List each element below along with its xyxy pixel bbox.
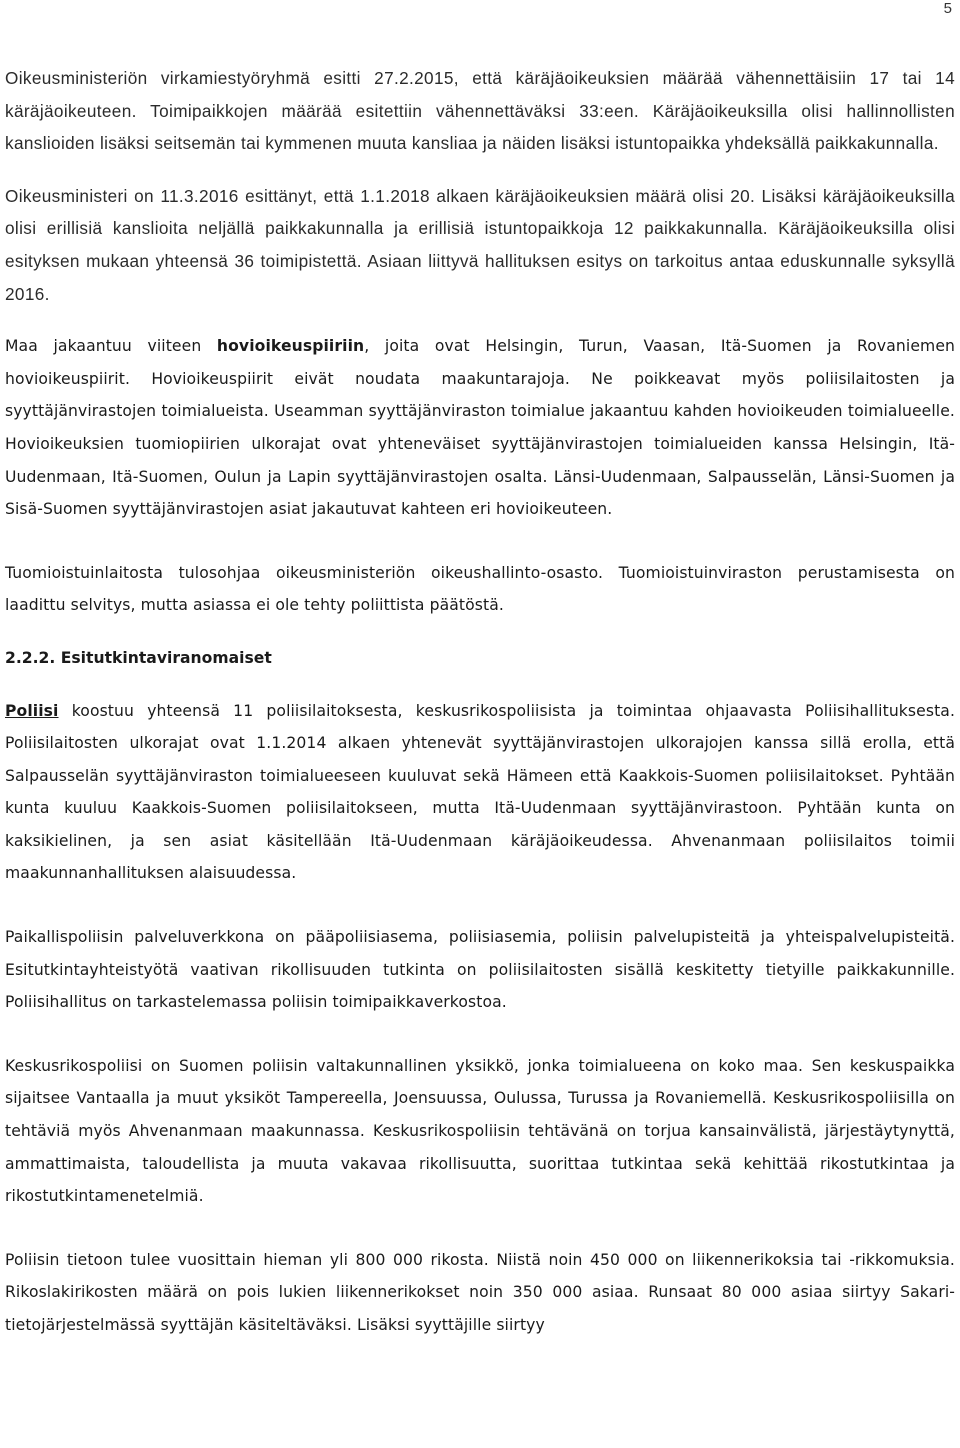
paragraph-court-districts-rest: , joita ovat Helsingin, Turun, Vaasan, Itä-Suomen ja Rovaniemen hovioikeuspiirit. Hovioikeuspiirit eivät noudata maakuntarajoja. Ne poikkeavat myös poliisilaitosten ja syyttäjänvirastojen toimialueista. Useamman syyttäjänviraston toimialue jakaantuu kahden hovioikeuden toimialueelle. Hovioikeuksien tuomiopiirien ulkorajat ovat yhteneväiset syyttäjänvirastojen toimialueiden kanssa Helsingin, Itä-Uudenmaan, Itä-Suomen, Oulun ja Lapin syyttäjänvirastojen osalta. Länsi-Uudenmaan, Salpausselän, Länsi-Suomen ja Sisä-Suomen syyttäjänvirastojen asiat jakautuvat kahteen eri hovioikeuteen. <box>5 337 955 519</box>
paragraph-local-police: Paikallispoliisin palveluverkkona on pääpoliisiasema, poliisiasemia, poliisin palvelupisteitä ja yhteispalvelupisteitä. Esitutkintayhteistyötä vaativan rikollisuuden tutkinta on poliisilaitosten sisällä keskitetty tietyille paikkakunnille. Poliisihallitus on tarkastelemassa poliisin toimipaikkaverkostoa. <box>5 928 955 1012</box>
paragraph-crime-statistics: Poliisin tietoon tulee vuosittain hieman yli 800 000 rikosta. Niistä noin 450 000 on liikennerikoksia tai -rikkomuksia. Rikoslakirikosten määrä on pois lukien liikennerikokset noin 350 000 asiaa. Runsaat 80 000 asiaa siirtyy Sakari-tietojärjestelmässä syyttäjän käsiteltäväksi. Lisäksi syyttäjille siirtyy <box>5 1250 955 1334</box>
paragraph-minister-proposal: Oikeusministeri on 11.3.2016 esittänyt, että 1.1.2018 alkaen käräjäoikeuksien määrä olisi 20. Lisäksi käräjäoikeuksilla olisi erillisiä kanslioita neljällä paikkakunnalla ja erillisiä istuntopaikkoja 12 paikkakunnalla. Käräjäoikeuksilla olisi esityksen mukaan yhteensä 36 toimipistettä. Asiaan liittyvä hallituksen esitys on tarkoitus antaa eduskunnalle syksyllä 2016. <box>5 185 955 304</box>
term-poliisi-text: Poliisi <box>5 701 59 720</box>
paragraph-court-districts <box>5 330 955 526</box>
section-heading: 2.2.2. Esitutkintaviranomaiset <box>5 648 272 667</box>
paragraph-court-administration: Tuomioistuinlaitosta tulosohjaa oikeusministeriön oikeushallinto-osasto. Tuomioistuinviraston perustamisesta on laadittu selvitys, mutta asiassa ei ole tehty poliittista päätöstä. <box>5 563 955 615</box>
paragraph-police-rest: koostuu yhteensä 11 poliisilaitoksesta, keskusrikospoliisista ja toimintaa ohjaavasta Poliisihallituksesta. Poliisilaitosten ulkorajat ovat 1.1.2014 alkaen yhtenevät syyttäjänvirastojen ulkorajojen kanssa sillä erolla, että Salpausselän syyttäjänviraston toimialueeseen kuuluvat sekä Hämeen että Kaakkois-Suomen poliisilaitokset. Pyhtään kunta kuuluu Kaakkois-Suomen poliisilaitokseen, mutta Itä-Uudenmaan syyttäjänvirastoon. Pyhtään kunta on kaksikielinen, ja sen asiat käsitellään Itä-Uudenmaan käräjäoikeudessa. Ahvenanmaan poliisilaitos toimii maakunnanhallituksen alaisuudessa. <box>5 701 955 883</box>
term-poliisi <box>5 702 59 720</box>
document-body <box>5 62 955 1342</box>
paragraph-working-group: Oikeusministeriön virkamiestyöryhmä esitti 27.2.2015, että käräjäoikeuksien määrää vähennettäisiin 17 tai 14 käräjäoikeuteen. Toimipaikkojen määrää esitettiin vähennettäväksi 33:een. Käräjäoikeuksilla olisi hallinnollisten kanslioiden lisäksi seitsemän tai kymmenen muuta kansliaa ja näiden lisäksi istuntopaikka yhdeksällä paikkakunnalla. <box>5 68 955 154</box>
paragraph-court-districts-intro: Maa jakaantuu viiteen <box>5 337 217 356</box>
term-hovioikeuspiiri: hovioikeuspiiriin <box>216 337 365 356</box>
paragraph-central-criminal-police: Keskusrikospoliisi on Suomen poliisin valtakunnallinen yksikkö, jonka toimialueena on koko maa. Sen keskuspaikka sijaitsee Vantaalla ja muut yksiköt Tampereella, Joensuussa, Oulussa, Turussa ja Rovaniemellä. Keskusrikospoliisilla on tehtäviä myös Ahvenanmaan maakunnassa. Keskusrikospoliisin tehtävänä on torjua kansainvälistä, järjestäytynyttä, ammattimaista, taloudellista ja muuta vakavaa rikollisuutta, suorittaa tutkintaa sekä kehittää rikostutkintaa ja rikostutkintamenetelmiä. <box>5 1056 955 1206</box>
paragraph-police <box>5 695 955 891</box>
page-number: 5 <box>943 0 952 17</box>
